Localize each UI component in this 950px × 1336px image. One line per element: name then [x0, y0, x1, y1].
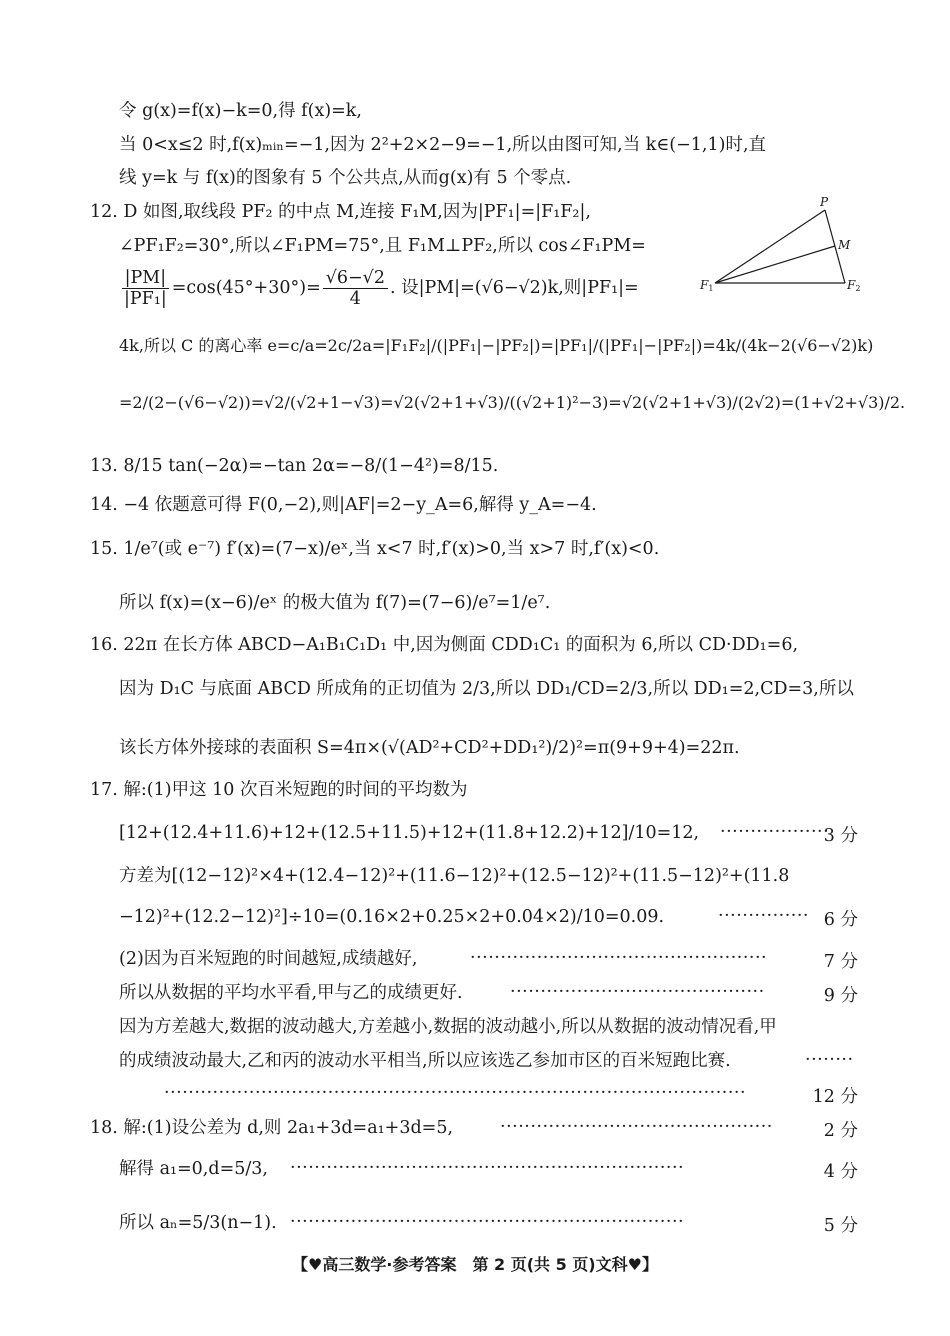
q18-line: 18. 解:(1)设公差为 d,则 2a₁+3d=a₁+3d=5,: [90, 1118, 454, 1138]
leader-dots: ·································································: [290, 1212, 685, 1232]
label-F2: F2: [847, 278, 861, 293]
q16-line: 16. 22π 在长方体 ABCD−A₁B₁C₁D₁ 中,因为侧面 CDD₁C₁ 的面积为 6,所以 CD·DD₁=6,: [90, 635, 799, 655]
q15-line: 所以 f(x)=(x−6)/eˣ 的极大值为 f(7)=(7−6)/e⁷=1/e⁷.: [119, 593, 551, 613]
q13-line: 13. 8/15 tan(−2α)=−tan 2α=−8/(1−4²)=8/15.: [90, 456, 499, 476]
label-M: M: [838, 238, 851, 252]
q12-line: ∠PF₁F₂=30°,所以∠F₁PM=75°,且 F₁M⊥PF₂,所以 cos∠F₁PM=: [119, 236, 646, 256]
score: 2 分: [823, 1121, 858, 1141]
q17-line: (2)因为百米短跑的时间越短,成绩越好,: [119, 949, 418, 969]
q12-line: 4k,所以 C 的离心率 e=c/a=2c/2a=|F₁F₂|/(|PF₁|−|PF₂|)=|PF₁|/(|PF₁|−|PF₂|)=4k/(4k−2(√6−√2)k): [119, 336, 874, 355]
q12-formula: [119, 268, 639, 309]
fraction: [121, 268, 170, 309]
score: 12 分: [812, 1087, 858, 1107]
q17-line: −12)²+(12.2−12)²]÷10=(0.16×2+0.25×2+0.04×2)/10=0.09.: [119, 907, 665, 927]
leader-dots: ·················································: [470, 948, 768, 968]
q14-line: 14. −4 依题意可得 F(0,−2),则|AF|=2−y_A=6,解得 y_A=−4.: [90, 495, 597, 515]
denominator: |PF₁|: [124, 289, 167, 309]
fraction: [323, 268, 388, 309]
q16-line: 因为 D₁C 与底面 ABCD 所成角的正切值为 2/3,所以 DD₁/CD=2/3,所以 DD₁=2,CD=3,所以: [119, 679, 854, 699]
q12-line: 12. D 如图,取线段 PF₂ 的中点 M,连接 F₁M,因为|PF₁|=|F₁F₂|,: [90, 202, 591, 222]
triangle-figure: [695, 195, 865, 295]
q15-line: 15. 1/e⁷(或 e⁻⁷) f′(x)=(7−x)/eˣ,当 x<7 时,f′(x)>0,当 x>7 时,f′(x)<0.: [90, 539, 660, 559]
page-footer: 【♥高三数学·参考答案 第 2 页(共 5 页)文科♥】: [292, 1255, 658, 1274]
label-F1: F1: [700, 278, 714, 293]
formula-text: . 设|PM|=(√6−√2)k,则|PF₁|=: [389, 278, 639, 298]
q17-line: 因为方差越大,数据的波动越大,方差越小,数据的波动越小,所以从数据的波动情况看,甲: [119, 1017, 777, 1037]
score: 4 分: [823, 1162, 858, 1182]
leader-dots: ········: [805, 1050, 854, 1070]
q17-line: 所以从数据的平均水平看,甲与乙的成绩更好.: [119, 983, 463, 1003]
score: 7 分: [823, 952, 858, 972]
score: 6 分: [823, 910, 858, 930]
denominator: 4: [349, 289, 361, 309]
leader-dots: ································································································: [164, 1083, 747, 1103]
q18-line: 所以 aₙ=5/3(n−1).: [119, 1213, 277, 1233]
text-line: 线 y=k 与 f(x)的图象有 5 个公共点,从而g(x)有 5 个零点.: [119, 168, 572, 188]
q17-line: 的成绩波动最大,乙和丙的波动水平相当,所以应该选乙参加市区的百米短跑比赛.: [119, 1051, 731, 1071]
q17-line: 17. 解:(1)甲这 10 次百米短跑的时间的平均数为: [90, 780, 468, 800]
score: 9 分: [823, 986, 858, 1006]
q18-line: 解得 a₁=0,d=5/3,: [119, 1159, 268, 1179]
q17-line: 方差为[(12−12)²×4+(12.4−12)²+(11.6−12)²+(12.5−12)²+(11.5−12)²+(11.8: [119, 866, 790, 886]
q17-line: [12+(12.4+11.6)+12+(12.5+11.5)+12+(11.8+12.2)+12]/10=12,: [119, 823, 700, 843]
label-P: P: [820, 195, 829, 209]
q16-line: 该长方体外接球的表面积 S=4π×(√(AD²+CD²+DD₁²)/2)²=π(9+9+4)=22π.: [119, 738, 740, 758]
formula-text: =cos(45°+30°)=: [171, 278, 321, 298]
score: 5 分: [823, 1216, 858, 1236]
leader-dots: ··················: [720, 822, 830, 842]
numerator: |PM|: [122, 268, 170, 289]
leader-dots: ·································································: [290, 1158, 685, 1178]
leader-dots: ···············: [718, 906, 809, 926]
text-line: 当 0<x≤2 时,f(x)ₘᵢₙ=−1,因为 2²+2×2−9=−1,所以由图可知,当 k∈(−1,1)时,直: [119, 135, 767, 155]
leader-dots: ·············································: [500, 1117, 773, 1137]
text-line: 令 g(x)=f(x)−k=0,得 f(x)=k,: [119, 101, 362, 121]
leader-dots: ··········································: [510, 982, 765, 1002]
q12-line: =2/(2−(√6−√2))=√2/(√2+1−√3)=√2(√2+1+√3)/((√2+1)²−3)=√2(√2+1+√3)/(2√2)=(1+√2+√3)/2.: [119, 393, 906, 412]
numerator: √6−√2: [323, 268, 388, 289]
score: 3 分: [823, 826, 858, 846]
